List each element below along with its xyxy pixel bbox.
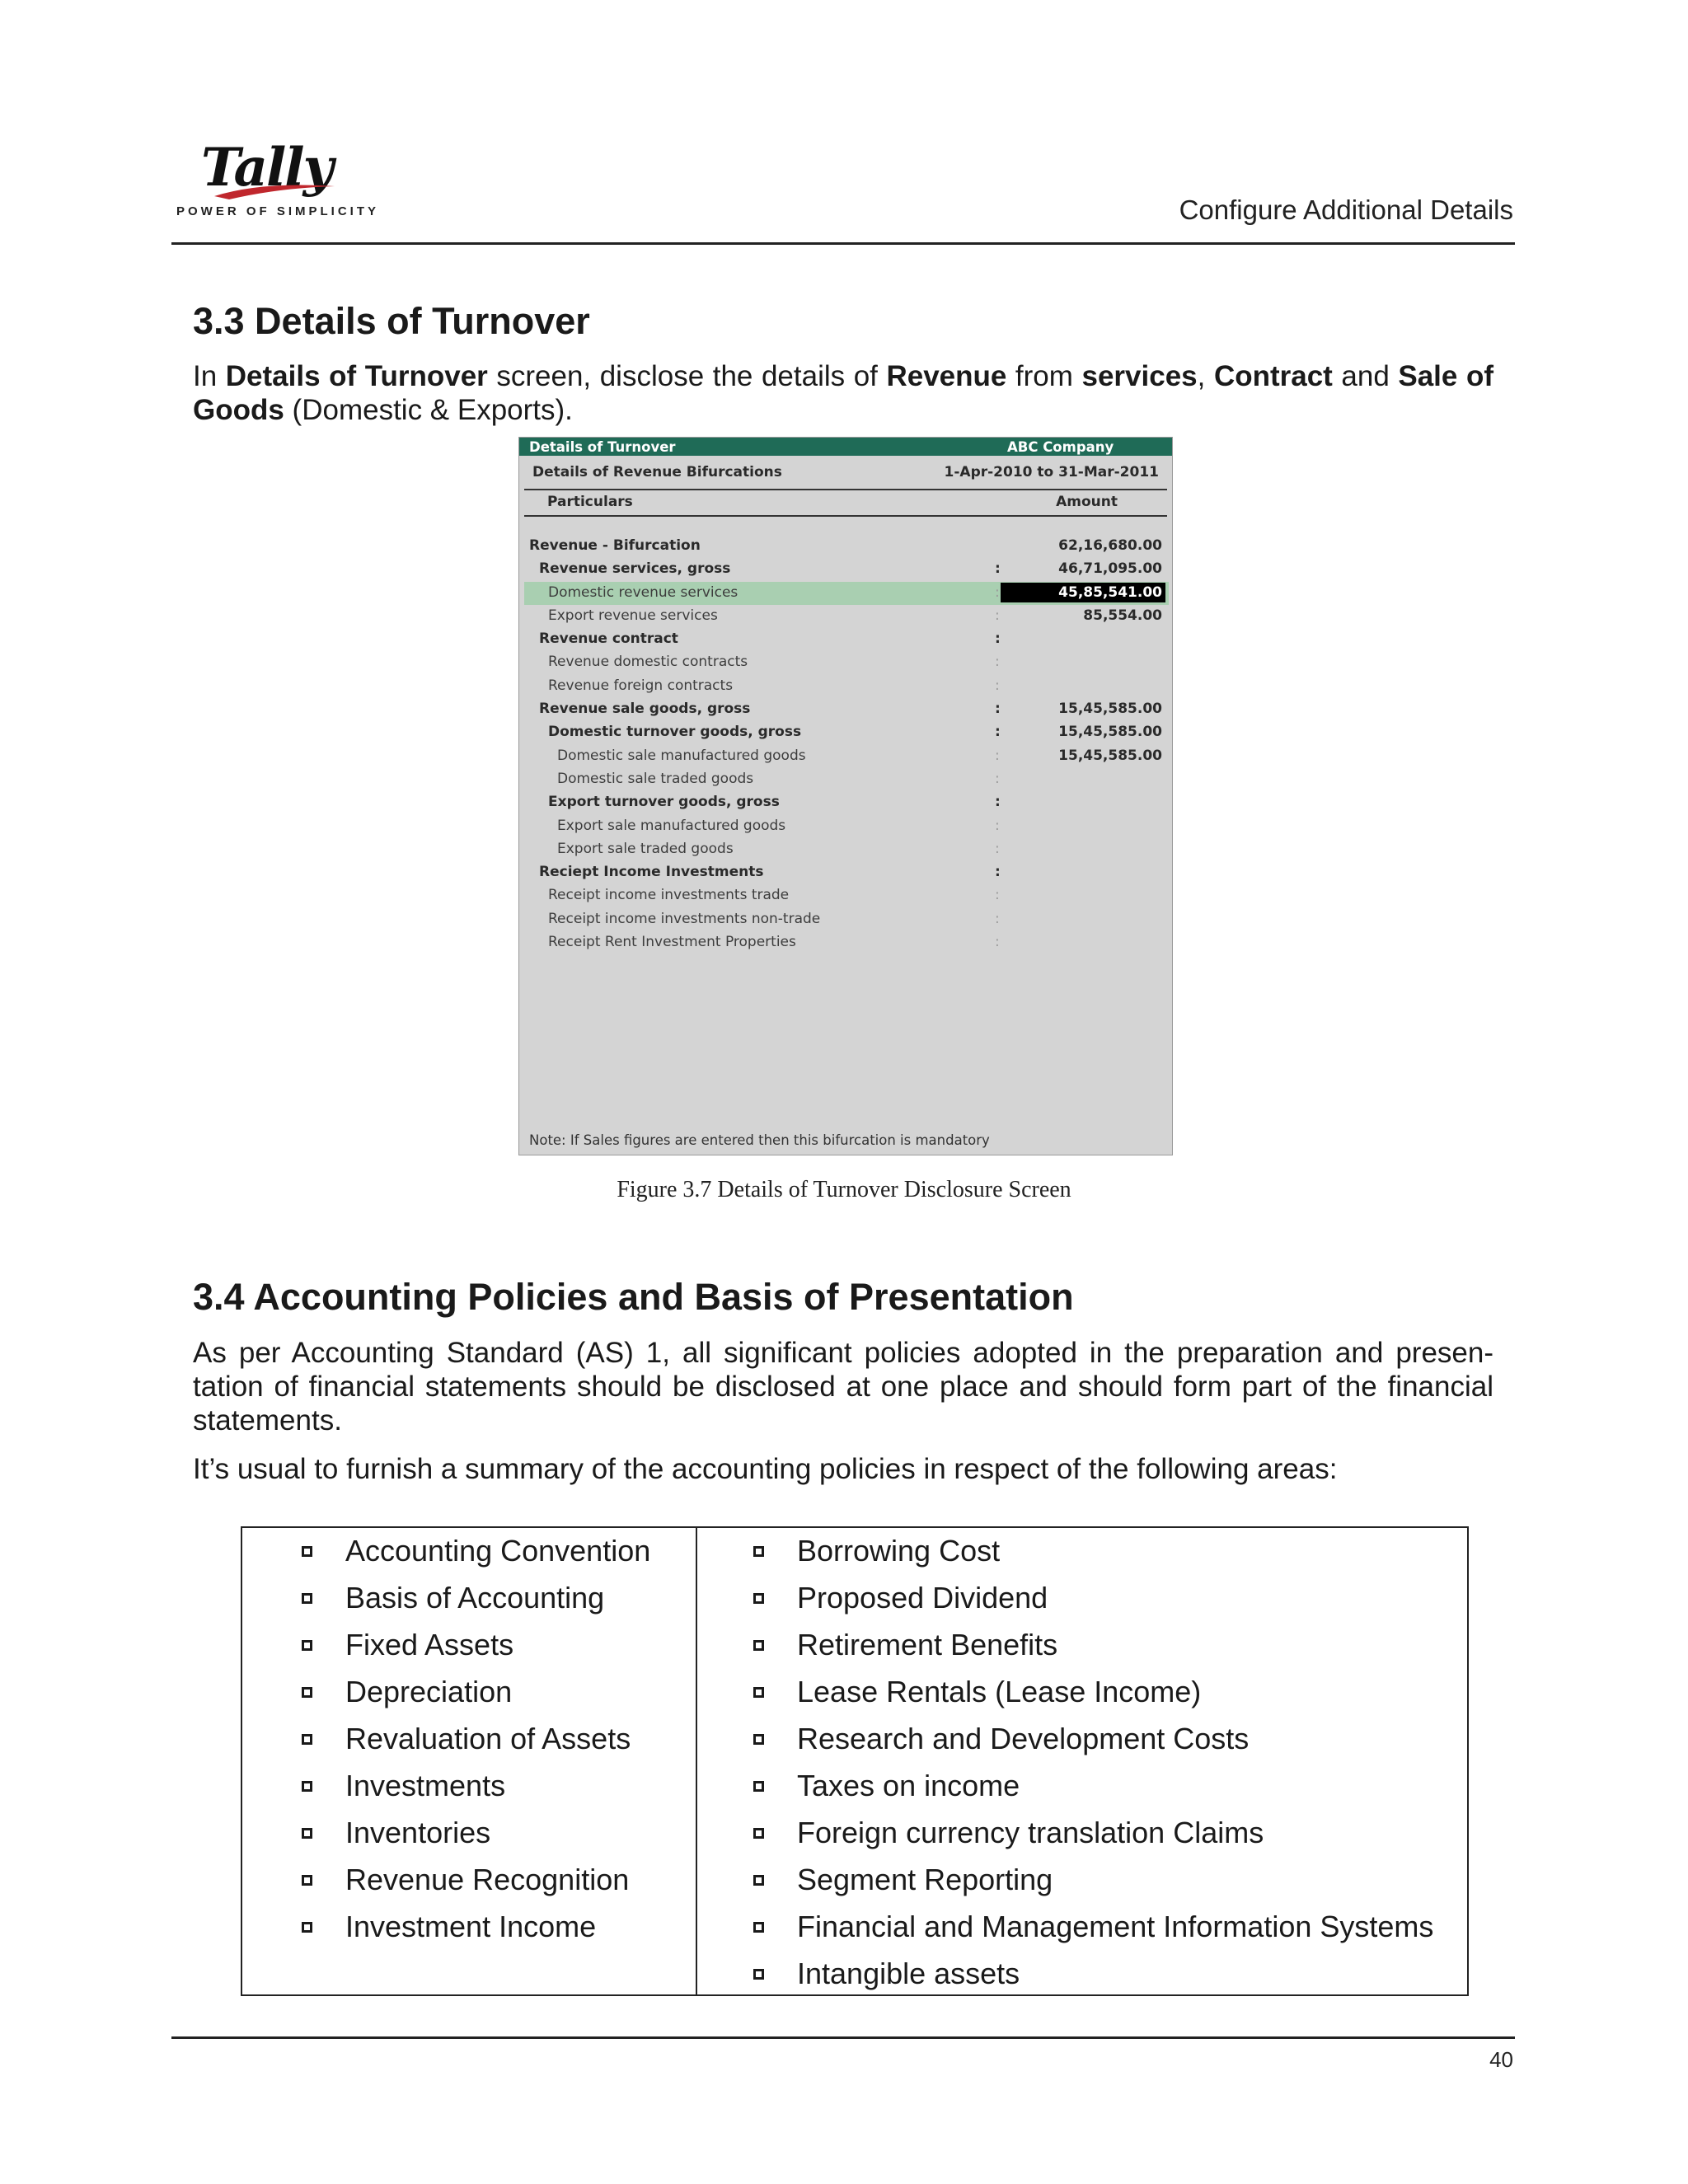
row-colon: : bbox=[995, 560, 1001, 578]
square-bullet-icon bbox=[302, 1546, 312, 1557]
row-label: Domestic revenue services bbox=[548, 583, 738, 601]
table-row[interactable] bbox=[524, 861, 1169, 884]
table-row[interactable] bbox=[524, 745, 1169, 768]
row-label: Receipt Rent Investment Properties bbox=[548, 934, 796, 951]
row-colon: : bbox=[995, 630, 1001, 648]
row-amount: 62,16,680.00 bbox=[1058, 537, 1162, 554]
list-item: Revaluation of Assets bbox=[302, 1716, 631, 1763]
square-bullet-icon bbox=[302, 1828, 312, 1839]
logo-tagline: POWER OF SIMPLICITY bbox=[176, 204, 380, 218]
section-3-3-intro: In Details of Turnover screen, disclose the details of Revenue from services, Contract and Sale of Goods (Domestic & Exports). bbox=[193, 360, 1493, 426]
square-bullet-icon bbox=[753, 1875, 764, 1886]
square-bullet-icon bbox=[302, 1687, 312, 1698]
row-label: Domestic sale traded goods bbox=[557, 770, 754, 787]
row-amount bbox=[1001, 885, 1165, 905]
square-bullet-icon bbox=[753, 1922, 764, 1933]
row-label: Export sale manufactured goods bbox=[557, 817, 786, 834]
row-colon: : bbox=[995, 887, 1000, 904]
list-item: Basis of Accounting bbox=[302, 1575, 604, 1622]
screen-titlebar bbox=[519, 438, 1172, 456]
section-heading-3-3: 3.3 Details of Turnover bbox=[193, 300, 590, 342]
list-item: Foreign currency translation Claims bbox=[753, 1810, 1264, 1857]
row-label: Export sale traded goods bbox=[557, 840, 734, 857]
row-amount: 46,71,095.00 bbox=[1058, 560, 1162, 578]
row-amount bbox=[1001, 932, 1165, 952]
row-colon: : bbox=[995, 677, 1000, 694]
square-bullet-icon bbox=[302, 1875, 312, 1886]
list-item: Taxes on income bbox=[753, 1763, 1020, 1810]
row-label: Export turnover goods, gross bbox=[548, 794, 780, 811]
section-3-4-paragraph-2: It’s usual to furnish a summary of the accounting policies in respect of the following areas: bbox=[193, 1453, 1338, 1485]
row-label: Domestic sale manufactured goods bbox=[557, 747, 806, 764]
row-amount bbox=[1001, 792, 1165, 812]
row-amount bbox=[1001, 839, 1165, 859]
turnover-screen bbox=[518, 437, 1173, 1155]
row-amount bbox=[1001, 862, 1165, 882]
list-item: Proposed Dividend bbox=[753, 1575, 1048, 1622]
policy-areas-table bbox=[241, 1526, 1469, 1996]
table-row[interactable] bbox=[524, 931, 1169, 954]
amount-input[interactable]: 45,85,541.00 bbox=[1001, 583, 1165, 602]
table-row[interactable] bbox=[524, 651, 1169, 674]
row-amount bbox=[1001, 816, 1165, 836]
table-row[interactable] bbox=[524, 908, 1169, 931]
column-amount: Amount bbox=[1056, 494, 1118, 510]
logo-swoosh-icon bbox=[213, 180, 336, 201]
square-bullet-icon bbox=[753, 1781, 764, 1792]
square-bullet-icon bbox=[302, 1734, 312, 1745]
row-colon: : bbox=[995, 864, 1001, 881]
row-amount: 85,554.00 bbox=[1083, 607, 1162, 624]
table-row[interactable] bbox=[524, 884, 1169, 907]
row-label: Receipt income investments non-trade bbox=[548, 910, 821, 927]
row-label: Revenue domestic contracts bbox=[548, 654, 748, 671]
row-colon: : bbox=[995, 770, 1000, 787]
screen-rows bbox=[524, 535, 1169, 954]
list-item: Inventories bbox=[302, 1810, 490, 1857]
square-bullet-icon bbox=[302, 1640, 312, 1651]
row-label: Revenue sale goods, gross bbox=[539, 701, 751, 718]
row-label: Revenue - Bifurcation bbox=[529, 537, 701, 554]
section-heading-3-4: 3.4 Accounting Policies and Basis of Presentation bbox=[193, 1276, 1074, 1318]
table-row[interactable] bbox=[524, 791, 1169, 814]
table-row[interactable] bbox=[524, 628, 1169, 651]
row-amount bbox=[1001, 676, 1165, 696]
column-particulars: Particulars bbox=[547, 494, 633, 510]
row-label: Revenue contract bbox=[539, 630, 678, 648]
list-item: Investment Income bbox=[302, 1904, 596, 1951]
section-3-4-paragraph-1: As per Accounting Standard (AS) 1, all significant policies adopted in the preparation and presen- tation of financial statements should be disclosed at one place and should form part of the financial statements. bbox=[193, 1337, 1493, 1436]
square-bullet-icon bbox=[302, 1593, 312, 1604]
table-row[interactable] bbox=[524, 838, 1169, 861]
list-item: Fixed Assets bbox=[302, 1622, 513, 1669]
screen-subtitle: Details of Revenue Bifurcations bbox=[532, 464, 782, 480]
screen-period: 1-Apr-2010 to 31-Mar-2011 bbox=[944, 464, 1159, 480]
row-colon: : bbox=[995, 654, 1000, 671]
row-amount bbox=[1001, 629, 1165, 649]
square-bullet-icon bbox=[302, 1922, 312, 1933]
list-item: Research and Development Costs bbox=[753, 1716, 1249, 1763]
list-item: Borrowing Cost bbox=[753, 1528, 1000, 1575]
row-label: Export revenue services bbox=[548, 607, 718, 624]
page-number: 40 bbox=[1489, 2047, 1513, 2072]
list-item: Segment Reporting bbox=[753, 1857, 1053, 1904]
row-label: Revenue foreign contracts bbox=[548, 677, 734, 694]
list-item: Lease Rentals (Lease Income) bbox=[753, 1669, 1201, 1716]
row-colon: : bbox=[995, 794, 1001, 811]
row-amount: 15,45,585.00 bbox=[1058, 701, 1162, 718]
tally-logo bbox=[176, 137, 380, 223]
square-bullet-icon bbox=[753, 1546, 764, 1557]
logo-wordmark: Tally bbox=[201, 137, 332, 199]
list-item: Financial and Management Information Systems bbox=[753, 1904, 1433, 1951]
list-item: Revenue Recognition bbox=[302, 1857, 629, 1904]
square-bullet-icon bbox=[753, 1640, 764, 1651]
square-bullet-icon bbox=[753, 1969, 764, 1980]
row-label: Receipt income investments trade bbox=[548, 887, 790, 904]
row-label: Revenue services, gross bbox=[539, 560, 731, 578]
square-bullet-icon bbox=[753, 1593, 764, 1604]
square-bullet-icon bbox=[753, 1828, 764, 1839]
table-row[interactable] bbox=[524, 675, 1169, 698]
row-colon: : bbox=[995, 817, 1000, 834]
screen-title: Details of Turnover bbox=[529, 438, 676, 455]
row-colon: : bbox=[995, 724, 1001, 741]
row-amount: 15,45,585.00 bbox=[1058, 724, 1162, 741]
screen-subheader bbox=[524, 456, 1167, 490]
footer-divider bbox=[171, 2036, 1515, 2039]
row-amount: 15,45,585.00 bbox=[1058, 747, 1162, 764]
table-row[interactable] bbox=[524, 698, 1169, 721]
square-bullet-icon bbox=[753, 1687, 764, 1698]
list-item: Retirement Benefits bbox=[753, 1622, 1057, 1669]
table-row[interactable] bbox=[524, 768, 1169, 791]
row-colon: : bbox=[995, 607, 1000, 624]
screen-company: ABC Company bbox=[1007, 438, 1114, 455]
row-amount bbox=[1001, 769, 1165, 789]
policy-column-left bbox=[242, 1528, 697, 1994]
screen-note: Note: If Sales figures are entered then this bifurcation is mandatory bbox=[529, 1132, 990, 1148]
header-divider bbox=[171, 242, 1515, 245]
row-amount bbox=[1001, 652, 1165, 672]
row-colon: : bbox=[995, 747, 1000, 764]
row-label: Domestic turnover goods, gross bbox=[548, 724, 802, 741]
table-row[interactable] bbox=[524, 558, 1169, 581]
row-label: Reciept Income Investments bbox=[539, 864, 764, 881]
list-item: Accounting Convention bbox=[302, 1528, 650, 1575]
row-colon: : bbox=[995, 840, 1000, 857]
figure-caption: Figure 3.7 Details of Turnover Disclosure Screen bbox=[617, 1177, 1071, 1202]
table-row[interactable] bbox=[524, 605, 1169, 628]
row-colon: : bbox=[995, 701, 1001, 718]
table-row-selected[interactable] bbox=[524, 582, 1169, 605]
square-bullet-icon bbox=[302, 1781, 312, 1792]
row-colon: : bbox=[995, 934, 1000, 951]
square-bullet-icon bbox=[753, 1734, 764, 1745]
row-colon: : bbox=[995, 910, 1000, 927]
policy-column-right bbox=[697, 1528, 1467, 1994]
row-colon: : bbox=[995, 583, 1000, 601]
list-item: Depreciation bbox=[302, 1669, 512, 1716]
table-row[interactable] bbox=[524, 815, 1169, 838]
list-item: Intangible assets bbox=[753, 1951, 1020, 1998]
screen-column-headers bbox=[524, 490, 1167, 517]
table-row[interactable] bbox=[524, 535, 1169, 558]
table-row[interactable] bbox=[524, 721, 1169, 744]
list-item: Investments bbox=[302, 1763, 505, 1810]
row-amount bbox=[1001, 909, 1165, 929]
page-header-title: Configure Additional Details bbox=[1179, 194, 1513, 225]
